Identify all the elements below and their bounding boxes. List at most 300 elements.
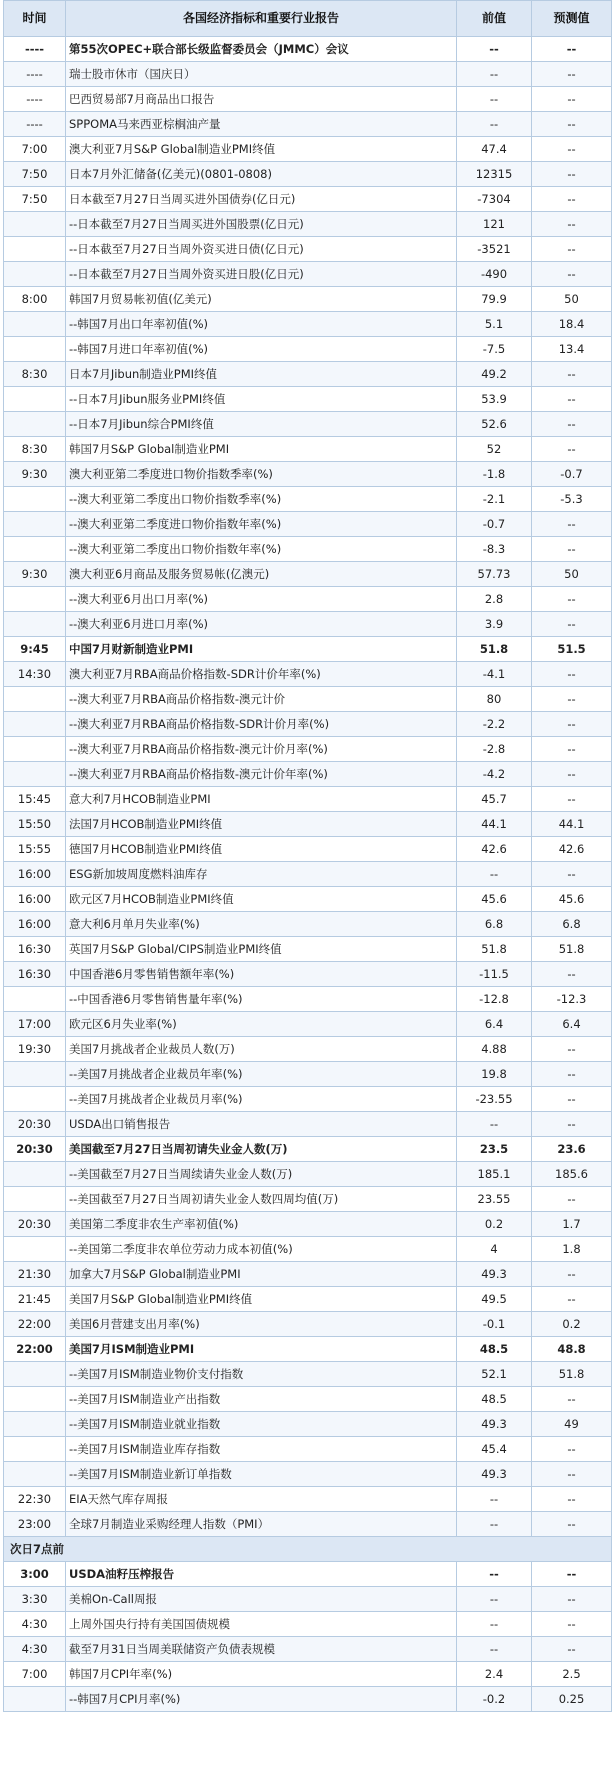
previous-cell: -- bbox=[457, 1587, 532, 1612]
time-cell: 9:30 bbox=[4, 562, 66, 587]
table-row bbox=[4, 512, 612, 537]
forecast-cell: 45.6 bbox=[532, 887, 612, 912]
item-cell: --澳大利亚第二季度出口物价指数年率(%) bbox=[66, 537, 457, 562]
item-cell: 韩国7月S&P Global制造业PMI bbox=[66, 437, 457, 462]
forecast-cell: -- bbox=[532, 1262, 612, 1287]
table-row bbox=[4, 37, 612, 62]
table-row bbox=[4, 1312, 612, 1337]
item-cell: 美国7月S&P Global制造业PMI终值 bbox=[66, 1287, 457, 1312]
forecast-cell: 6.8 bbox=[532, 912, 612, 937]
item-cell: 澳大利亚第二季度进口物价指数季率(%) bbox=[66, 462, 457, 487]
previous-cell: -2.8 bbox=[457, 737, 532, 762]
table-row bbox=[4, 112, 612, 137]
previous-cell: -2.2 bbox=[457, 712, 532, 737]
forecast-cell: -- bbox=[532, 137, 612, 162]
table-row bbox=[4, 1012, 612, 1037]
item-cell: --日本7月Jibun综合PMI终值 bbox=[66, 412, 457, 437]
time-cell: 14:30 bbox=[4, 662, 66, 687]
previous-cell: -- bbox=[457, 862, 532, 887]
table-row bbox=[4, 62, 612, 87]
item-cell: --美国7月ISM制造业产出指数 bbox=[66, 1387, 457, 1412]
previous-cell: 23.55 bbox=[457, 1187, 532, 1212]
previous-cell: 45.6 bbox=[457, 887, 532, 912]
time-cell bbox=[4, 712, 66, 737]
time-cell: 7:00 bbox=[4, 137, 66, 162]
previous-cell: 6.4 bbox=[457, 1012, 532, 1037]
time-cell bbox=[4, 237, 66, 262]
table-row bbox=[4, 1162, 612, 1187]
item-cell: EIA天然气库存周报 bbox=[66, 1487, 457, 1512]
table-row bbox=[4, 1437, 612, 1462]
item-cell: --美国截至7月27日当周初请失业金人数四周均值(万) bbox=[66, 1187, 457, 1212]
time-cell bbox=[4, 587, 66, 612]
forecast-cell: -- bbox=[532, 1112, 612, 1137]
time-cell: 9:30 bbox=[4, 462, 66, 487]
forecast-cell: -- bbox=[532, 162, 612, 187]
time-cell bbox=[4, 987, 66, 1012]
item-cell: --澳大利亚第二季度出口物价指数季率(%) bbox=[66, 487, 457, 512]
item-cell: 澳大利亚7月S&P Global制造业PMI终值 bbox=[66, 137, 457, 162]
table-row bbox=[4, 562, 612, 587]
time-cell bbox=[4, 612, 66, 637]
table-row bbox=[4, 412, 612, 437]
item-cell: --澳大利亚6月出口月率(%) bbox=[66, 587, 457, 612]
time-cell: 15:45 bbox=[4, 787, 66, 812]
previous-cell: -11.5 bbox=[457, 962, 532, 987]
forecast-cell: -- bbox=[532, 1062, 612, 1087]
table-row bbox=[4, 912, 612, 937]
table-row bbox=[4, 312, 612, 337]
item-cell: 德国7月HCOB制造业PMI终值 bbox=[66, 837, 457, 862]
table-row bbox=[4, 812, 612, 837]
table-body-section bbox=[4, 1537, 612, 1562]
table-row bbox=[4, 537, 612, 562]
previous-cell: 2.8 bbox=[457, 587, 532, 612]
forecast-cell: -- bbox=[532, 1387, 612, 1412]
time-cell: 21:30 bbox=[4, 1262, 66, 1287]
item-cell: 第55次OPEC+联合部长级监督委员会（JMMC）会议 bbox=[66, 37, 457, 62]
previous-cell: -12.8 bbox=[457, 987, 532, 1012]
previous-cell: 48.5 bbox=[457, 1387, 532, 1412]
time-cell: 22:00 bbox=[4, 1312, 66, 1337]
time-cell: 3:00 bbox=[4, 1562, 66, 1587]
forecast-cell: -- bbox=[532, 762, 612, 787]
table-row bbox=[4, 1637, 612, 1662]
table-body-next-day bbox=[4, 1562, 612, 1712]
time-cell bbox=[4, 412, 66, 437]
item-cell: --澳大利亚第二季度进口物价指数年率(%) bbox=[66, 512, 457, 537]
time-cell bbox=[4, 1162, 66, 1187]
table-row bbox=[4, 1662, 612, 1687]
forecast-cell: 51.5 bbox=[532, 637, 612, 662]
table-row bbox=[4, 1612, 612, 1637]
table-row bbox=[4, 987, 612, 1012]
forecast-cell: -- bbox=[532, 1287, 612, 1312]
table-row bbox=[4, 662, 612, 687]
time-cell bbox=[4, 1412, 66, 1437]
table-row bbox=[4, 1687, 612, 1712]
item-cell: --日本7月Jibun服务业PMI终值 bbox=[66, 387, 457, 412]
previous-cell: -- bbox=[457, 1612, 532, 1637]
table-row bbox=[4, 612, 612, 637]
forecast-cell: -- bbox=[532, 787, 612, 812]
forecast-cell: -- bbox=[532, 1562, 612, 1587]
table-row bbox=[4, 337, 612, 362]
forecast-cell: -- bbox=[532, 1437, 612, 1462]
previous-cell: 4 bbox=[457, 1237, 532, 1262]
time-cell: 9:45 bbox=[4, 637, 66, 662]
time-cell: 17:00 bbox=[4, 1012, 66, 1037]
table-row bbox=[4, 1337, 612, 1362]
time-cell: 8:00 bbox=[4, 287, 66, 312]
previous-cell: -- bbox=[457, 37, 532, 62]
table-row bbox=[4, 1512, 612, 1537]
forecast-cell: 48.8 bbox=[532, 1337, 612, 1362]
item-cell: --澳大利亚7月RBA商品价格指数-澳元计价月率(%) bbox=[66, 737, 457, 762]
table-row bbox=[4, 162, 612, 187]
previous-cell: 49.2 bbox=[457, 362, 532, 387]
previous-cell: 51.8 bbox=[457, 937, 532, 962]
table-row bbox=[4, 287, 612, 312]
previous-cell: 121 bbox=[457, 212, 532, 237]
item-cell: 欧元区6月失业率(%) bbox=[66, 1012, 457, 1037]
time-cell: 20:30 bbox=[4, 1137, 66, 1162]
item-cell: USDA出口销售报告 bbox=[66, 1112, 457, 1137]
item-cell: 美国7月ISM制造业PMI bbox=[66, 1337, 457, 1362]
item-cell: 中国7月财新制造业PMI bbox=[66, 637, 457, 662]
table-row bbox=[4, 587, 612, 612]
forecast-cell: -- bbox=[532, 112, 612, 137]
forecast-cell: -- bbox=[532, 87, 612, 112]
forecast-cell: -- bbox=[532, 37, 612, 62]
forecast-cell: -- bbox=[532, 512, 612, 537]
forecast-cell: -- bbox=[532, 1637, 612, 1662]
time-cell: 19:30 bbox=[4, 1037, 66, 1062]
time-cell bbox=[4, 387, 66, 412]
forecast-cell: -- bbox=[532, 437, 612, 462]
table-row bbox=[4, 1137, 612, 1162]
table-row bbox=[4, 862, 612, 887]
item-cell: 瑞士股市休市（国庆日） bbox=[66, 62, 457, 87]
time-cell bbox=[4, 1362, 66, 1387]
previous-cell: -- bbox=[457, 1562, 532, 1587]
time-cell: 7:50 bbox=[4, 162, 66, 187]
header-time: 时间 bbox=[4, 1, 66, 37]
table-row bbox=[4, 837, 612, 862]
item-cell: --美国7月挑战者企业裁员年率(%) bbox=[66, 1062, 457, 1087]
table-row bbox=[4, 1487, 612, 1512]
forecast-cell: 1.7 bbox=[532, 1212, 612, 1237]
item-cell: --韩国7月进口年率初值(%) bbox=[66, 337, 457, 362]
forecast-cell: -- bbox=[532, 662, 612, 687]
time-cell: 20:30 bbox=[4, 1112, 66, 1137]
previous-cell: 49.5 bbox=[457, 1287, 532, 1312]
forecast-cell: -- bbox=[532, 1612, 612, 1637]
time-cell: 16:30 bbox=[4, 962, 66, 987]
time-cell bbox=[4, 1437, 66, 1462]
forecast-cell: -- bbox=[532, 537, 612, 562]
forecast-cell: 185.6 bbox=[532, 1162, 612, 1187]
item-cell: --美国7月挑战者企业裁员月率(%) bbox=[66, 1087, 457, 1112]
item-cell: USDA油籽压榨报告 bbox=[66, 1562, 457, 1587]
forecast-cell: -- bbox=[532, 1587, 612, 1612]
previous-cell: 42.6 bbox=[457, 837, 532, 862]
previous-cell: 3.9 bbox=[457, 612, 532, 637]
item-cell: --澳大利亚7月RBA商品价格指数-SDR计价月率(%) bbox=[66, 712, 457, 737]
item-cell: 韩国7月贸易帐初值(亿美元) bbox=[66, 287, 457, 312]
header-row bbox=[4, 1, 612, 37]
forecast-cell: -- bbox=[532, 862, 612, 887]
previous-cell: -1.8 bbox=[457, 462, 532, 487]
item-cell: --韩国7月出口年率初值(%) bbox=[66, 312, 457, 337]
item-cell: --澳大利亚6月进口月率(%) bbox=[66, 612, 457, 637]
previous-cell: -- bbox=[457, 87, 532, 112]
time-cell bbox=[4, 487, 66, 512]
forecast-cell: 50 bbox=[532, 562, 612, 587]
previous-cell: -23.55 bbox=[457, 1087, 532, 1112]
item-cell: 上周外国央行持有美国国债规模 bbox=[66, 1612, 457, 1637]
forecast-cell: -- bbox=[532, 187, 612, 212]
item-cell: 日本7月Jibun制造业PMI终值 bbox=[66, 362, 457, 387]
previous-cell: 53.9 bbox=[457, 387, 532, 412]
table-row bbox=[4, 1562, 612, 1587]
previous-cell: 80 bbox=[457, 687, 532, 712]
table-row bbox=[4, 637, 612, 662]
item-cell: 美国截至7月27日当周初请失业金人数(万) bbox=[66, 1137, 457, 1162]
item-cell: --澳大利亚7月RBA商品价格指数-澳元计价 bbox=[66, 687, 457, 712]
table-row bbox=[4, 262, 612, 287]
previous-cell: 79.9 bbox=[457, 287, 532, 312]
time-cell: 23:00 bbox=[4, 1512, 66, 1537]
table-row bbox=[4, 387, 612, 412]
item-cell: SPPOMA马来西亚棕榈油产量 bbox=[66, 112, 457, 137]
previous-cell: 2.4 bbox=[457, 1662, 532, 1687]
section-label: 次日7点前 bbox=[4, 1537, 612, 1562]
previous-cell: 47.4 bbox=[457, 137, 532, 162]
table-row bbox=[4, 762, 612, 787]
forecast-cell: 42.6 bbox=[532, 837, 612, 862]
time-cell: 15:55 bbox=[4, 837, 66, 862]
table-row bbox=[4, 237, 612, 262]
previous-cell: -- bbox=[457, 1487, 532, 1512]
item-cell: --日本截至7月27日当周外资买进日股(亿日元) bbox=[66, 262, 457, 287]
item-cell: ESG新加坡周度燃料油库存 bbox=[66, 862, 457, 887]
item-cell: 日本7月外汇储备(亿美元)(0801-0808) bbox=[66, 162, 457, 187]
previous-cell: -0.2 bbox=[457, 1687, 532, 1712]
forecast-cell: -- bbox=[532, 1037, 612, 1062]
forecast-cell: 50 bbox=[532, 287, 612, 312]
table-row bbox=[4, 737, 612, 762]
previous-cell: -4.2 bbox=[457, 762, 532, 787]
item-cell: 意大利6月单月失业率(%) bbox=[66, 912, 457, 937]
forecast-cell: 13.4 bbox=[532, 337, 612, 362]
previous-cell: -- bbox=[457, 1637, 532, 1662]
item-cell: --美国7月ISM制造业就业指数 bbox=[66, 1412, 457, 1437]
header-forecast: 预测值 bbox=[532, 1, 612, 37]
item-cell: 日本截至7月27日当周买进外国债券(亿日元) bbox=[66, 187, 457, 212]
time-cell bbox=[4, 737, 66, 762]
table-row bbox=[4, 1062, 612, 1087]
forecast-cell: -- bbox=[532, 262, 612, 287]
previous-cell: 44.1 bbox=[457, 812, 532, 837]
table-row bbox=[4, 1262, 612, 1287]
item-cell: --澳大利亚7月RBA商品价格指数-澳元计价年率(%) bbox=[66, 762, 457, 787]
previous-cell: -- bbox=[457, 62, 532, 87]
time-cell bbox=[4, 1462, 66, 1487]
forecast-cell: -- bbox=[532, 412, 612, 437]
previous-cell: -0.1 bbox=[457, 1312, 532, 1337]
table-row bbox=[4, 1412, 612, 1437]
forecast-cell: -5.3 bbox=[532, 487, 612, 512]
previous-cell: 19.8 bbox=[457, 1062, 532, 1087]
forecast-cell: 51.8 bbox=[532, 1362, 612, 1387]
time-cell: 7:50 bbox=[4, 187, 66, 212]
table-row bbox=[4, 1462, 612, 1487]
forecast-cell: -12.3 bbox=[532, 987, 612, 1012]
time-cell bbox=[4, 1387, 66, 1412]
time-cell: 16:00 bbox=[4, 887, 66, 912]
time-cell: 8:30 bbox=[4, 362, 66, 387]
previous-cell: -4.1 bbox=[457, 662, 532, 687]
forecast-cell: 2.5 bbox=[532, 1662, 612, 1687]
forecast-cell: 0.2 bbox=[532, 1312, 612, 1337]
time-cell bbox=[4, 262, 66, 287]
table-row bbox=[4, 87, 612, 112]
item-cell: --美国7月ISM制造业新订单指数 bbox=[66, 1462, 457, 1487]
item-cell: 美国7月挑战者企业裁员人数(万) bbox=[66, 1037, 457, 1062]
forecast-cell: 44.1 bbox=[532, 812, 612, 837]
forecast-cell: 0.25 bbox=[532, 1687, 612, 1712]
item-cell: 意大利7月HCOB制造业PMI bbox=[66, 787, 457, 812]
time-cell: 7:00 bbox=[4, 1662, 66, 1687]
table-row bbox=[4, 712, 612, 737]
time-cell: 4:30 bbox=[4, 1637, 66, 1662]
table-row bbox=[4, 437, 612, 462]
time-cell bbox=[4, 537, 66, 562]
forecast-cell: -- bbox=[532, 1462, 612, 1487]
previous-cell: -7304 bbox=[457, 187, 532, 212]
time-cell: 8:30 bbox=[4, 437, 66, 462]
time-cell: ---- bbox=[4, 87, 66, 112]
item-cell: 欧元区7月HCOB制造业PMI终值 bbox=[66, 887, 457, 912]
table-row bbox=[4, 462, 612, 487]
forecast-cell: -0.7 bbox=[532, 462, 612, 487]
table-row bbox=[4, 887, 612, 912]
previous-cell: 48.5 bbox=[457, 1337, 532, 1362]
time-cell bbox=[4, 1087, 66, 1112]
time-cell bbox=[4, 212, 66, 237]
time-cell: 16:30 bbox=[4, 937, 66, 962]
table-row bbox=[4, 1112, 612, 1137]
time-cell bbox=[4, 1062, 66, 1087]
forecast-cell: 1.8 bbox=[532, 1237, 612, 1262]
forecast-cell: -- bbox=[532, 62, 612, 87]
table-row bbox=[4, 937, 612, 962]
section-row-next-day bbox=[4, 1537, 612, 1562]
time-cell: 4:30 bbox=[4, 1612, 66, 1637]
item-cell: 加拿大7月S&P Global制造业PMI bbox=[66, 1262, 457, 1287]
time-cell bbox=[4, 337, 66, 362]
previous-cell: 49.3 bbox=[457, 1412, 532, 1437]
table-row bbox=[4, 137, 612, 162]
table-body-today bbox=[4, 37, 612, 1537]
table-row bbox=[4, 362, 612, 387]
previous-cell: 0.2 bbox=[457, 1212, 532, 1237]
previous-cell: -- bbox=[457, 112, 532, 137]
time-cell: 21:45 bbox=[4, 1287, 66, 1312]
forecast-cell: 49 bbox=[532, 1412, 612, 1437]
forecast-cell: 18.4 bbox=[532, 312, 612, 337]
forecast-cell: 51.8 bbox=[532, 937, 612, 962]
previous-cell: -8.3 bbox=[457, 537, 532, 562]
table-row bbox=[4, 1387, 612, 1412]
time-cell bbox=[4, 1687, 66, 1712]
table-row bbox=[4, 787, 612, 812]
time-cell: 20:30 bbox=[4, 1212, 66, 1237]
forecast-cell: -- bbox=[532, 1487, 612, 1512]
time-cell: ---- bbox=[4, 37, 66, 62]
forecast-cell: -- bbox=[532, 362, 612, 387]
forecast-cell: 23.6 bbox=[532, 1137, 612, 1162]
table-row bbox=[4, 212, 612, 237]
previous-cell: 23.5 bbox=[457, 1137, 532, 1162]
table-row bbox=[4, 1087, 612, 1112]
table-row bbox=[4, 1362, 612, 1387]
calendar-container bbox=[3, 0, 611, 1712]
item-cell: --日本截至7月27日当周买进外国股票(亿日元) bbox=[66, 212, 457, 237]
previous-cell: 12315 bbox=[457, 162, 532, 187]
previous-cell: -7.5 bbox=[457, 337, 532, 362]
forecast-cell: -- bbox=[532, 962, 612, 987]
time-cell: 16:00 bbox=[4, 862, 66, 887]
previous-cell: 5.1 bbox=[457, 312, 532, 337]
previous-cell: 6.8 bbox=[457, 912, 532, 937]
item-cell: 美国6月营建支出月率(%) bbox=[66, 1312, 457, 1337]
forecast-cell: -- bbox=[532, 212, 612, 237]
previous-cell: 49.3 bbox=[457, 1462, 532, 1487]
previous-cell: -3521 bbox=[457, 237, 532, 262]
previous-cell: 52.1 bbox=[457, 1362, 532, 1387]
table-row bbox=[4, 1037, 612, 1062]
previous-cell: -0.7 bbox=[457, 512, 532, 537]
table-row bbox=[4, 1187, 612, 1212]
table-row bbox=[4, 1287, 612, 1312]
previous-cell: -490 bbox=[457, 262, 532, 287]
item-cell: --美国7月ISM制造业库存指数 bbox=[66, 1437, 457, 1462]
time-cell bbox=[4, 512, 66, 537]
table-row bbox=[4, 687, 612, 712]
forecast-cell: -- bbox=[532, 587, 612, 612]
item-cell: 巴西贸易部7月商品出口报告 bbox=[66, 87, 457, 112]
table-row bbox=[4, 1587, 612, 1612]
forecast-cell: -- bbox=[532, 1087, 612, 1112]
table-row bbox=[4, 187, 612, 212]
time-cell bbox=[4, 1187, 66, 1212]
item-cell: 法国7月HCOB制造业PMI终值 bbox=[66, 812, 457, 837]
item-cell: --韩国7月CPI月率(%) bbox=[66, 1687, 457, 1712]
header-item: 各国经济指标和重要行业报告 bbox=[66, 1, 457, 37]
item-cell: --美国第二季度非农单位劳动力成本初值(%) bbox=[66, 1237, 457, 1262]
time-cell: 3:30 bbox=[4, 1587, 66, 1612]
forecast-cell: -- bbox=[532, 687, 612, 712]
previous-cell: 185.1 bbox=[457, 1162, 532, 1187]
item-cell: 美国第二季度非农生产率初值(%) bbox=[66, 1212, 457, 1237]
previous-cell: -2.1 bbox=[457, 487, 532, 512]
item-cell: --美国7月ISM制造业物价支付指数 bbox=[66, 1362, 457, 1387]
time-cell: 22:30 bbox=[4, 1487, 66, 1512]
table-row bbox=[4, 962, 612, 987]
time-cell: ---- bbox=[4, 62, 66, 87]
